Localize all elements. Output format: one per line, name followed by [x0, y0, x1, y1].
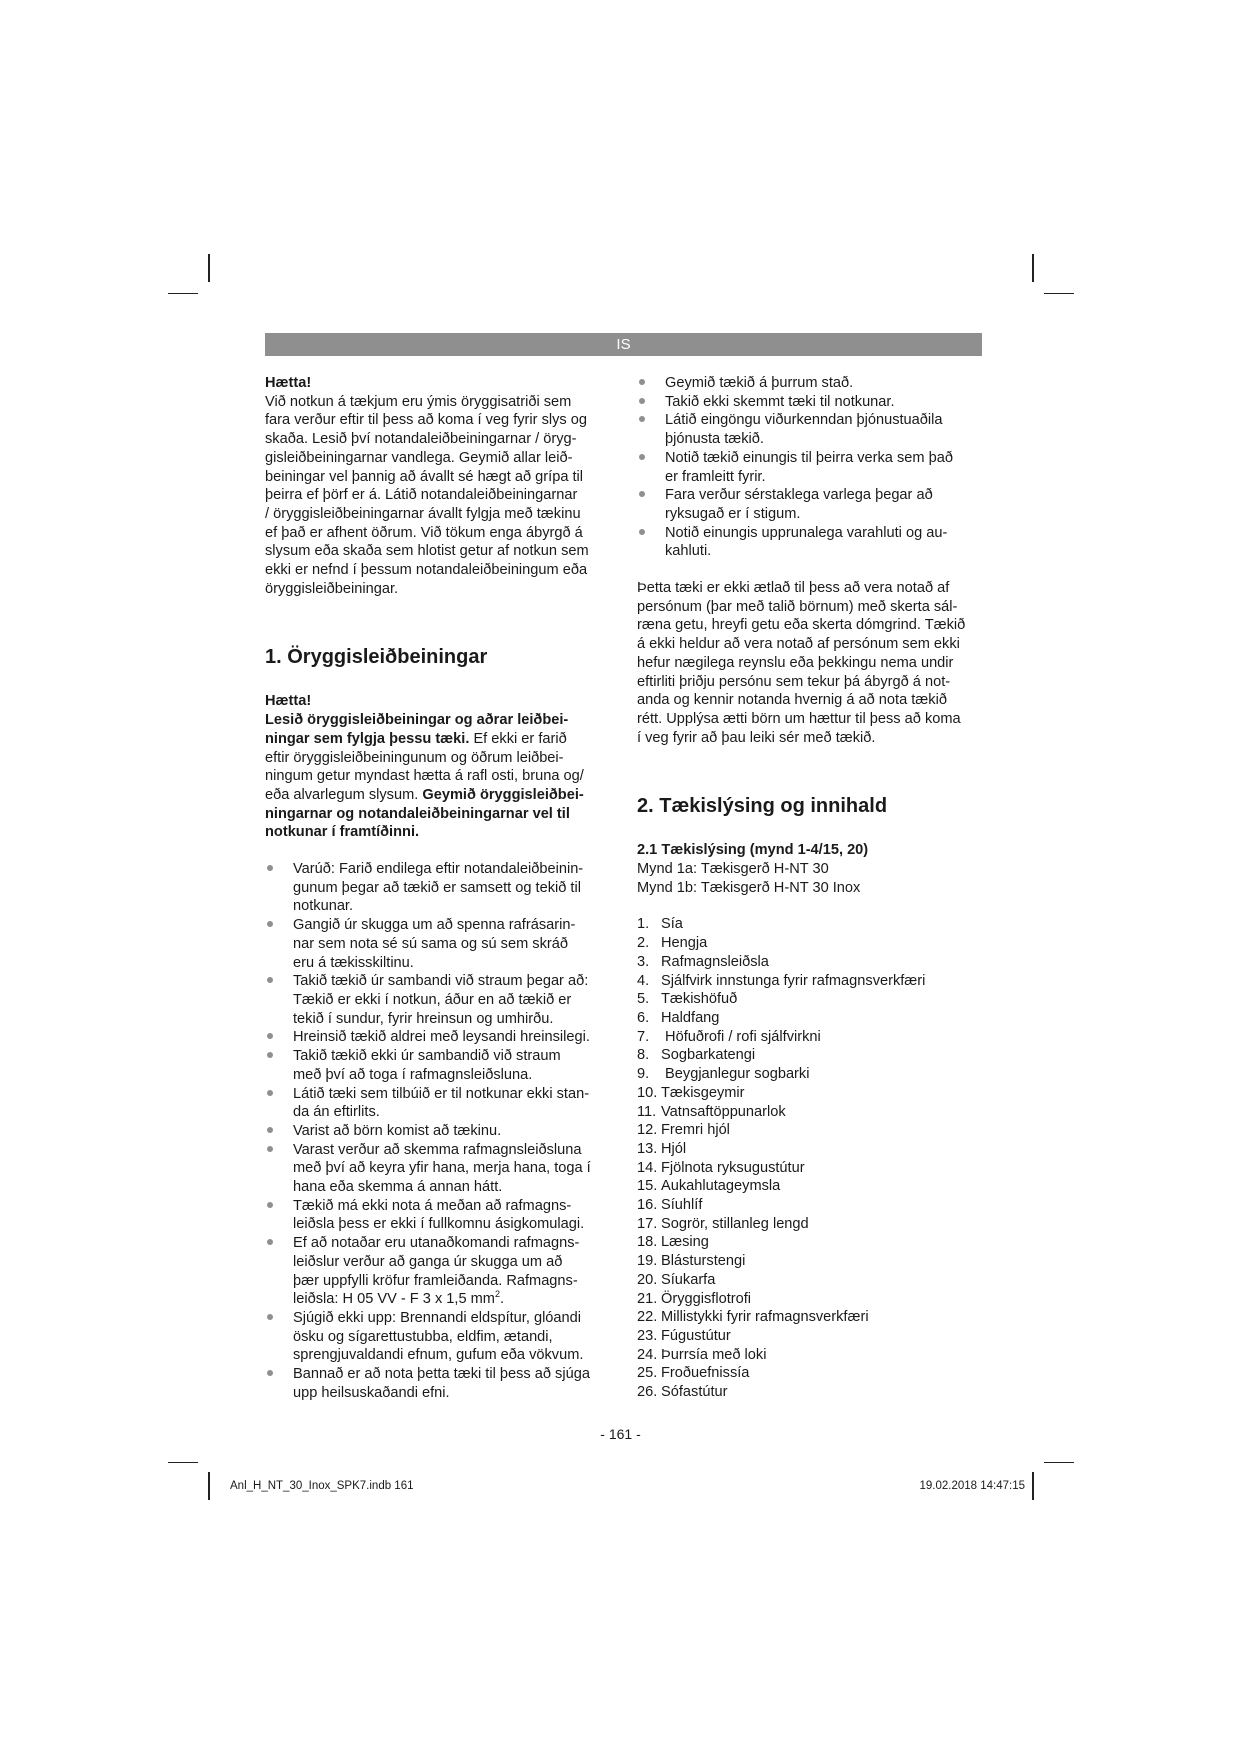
intro-line: öryggisleiðbeiningar.: [265, 580, 399, 597]
bullet-line: Fara verður sérstaklega varlega þegar að: [665, 487, 933, 504]
safety-bullet-list-continued: [637, 374, 987, 561]
part-number: 1.: [637, 916, 650, 933]
bullet-line: Varast verður að skemma rafmagnsleiðsluna: [293, 1141, 582, 1158]
crop-mark: [1032, 254, 1034, 282]
part-item: [637, 1121, 987, 1140]
part-number: 9.: [637, 1066, 650, 1083]
intro-line: þeirra ef þörf er á. Látið notandaleiðbeiningarnar: [265, 487, 578, 504]
part-label: Þurrsía með loki: [661, 1346, 767, 1363]
part-label: Blásturstengi: [661, 1253, 746, 1270]
part-label: Aukahlutageymsla: [661, 1178, 781, 1195]
part-number: 19.: [637, 1253, 658, 1270]
warning-line: [265, 805, 615, 824]
bullet-line: Ef að notaðar eru utanaðkomandi rafmagns-: [293, 1235, 580, 1252]
bullet-item: [265, 1028, 615, 1047]
bullet-item: [637, 374, 987, 393]
part-item: [637, 1140, 987, 1159]
part-number: 5.: [637, 991, 650, 1008]
part-number: 21.: [637, 1290, 658, 1307]
part-item: [637, 915, 987, 934]
bullet-line: Látið tæki sem tilbúið er til notkunar ekki stan-: [293, 1085, 590, 1102]
paragraph-line: anda og kennir notanda hvernig á að nota tækið: [637, 692, 947, 709]
bullet-line: eru á tækisskiltinu.: [293, 954, 414, 971]
intro-heading: Hætta!: [265, 375, 312, 391]
bullet-line: Gangið úr skugga um að spenna rafrásarin-: [293, 917, 576, 934]
right-column: [637, 374, 987, 1402]
part-label: Haldfang: [661, 1009, 720, 1026]
part-number: 23.: [637, 1327, 658, 1344]
bullet-line: Varist að börn komist að tækinu.: [293, 1122, 502, 1139]
part-label: Sía: [661, 916, 683, 933]
part-label: Sogrör, stillanleg lengd: [661, 1215, 809, 1232]
part-label: Læsing: [661, 1234, 709, 1251]
intro-line: / öryggisleiðbeiningarnar ávallt fylgja með tækinu: [265, 505, 581, 522]
cable-spec-line: [293, 1290, 615, 1309]
part-label: Sogbarkatengi: [661, 1047, 756, 1064]
bullet-line: Hreinsið tækið aldrei með leysandi hreinsilegi.: [293, 1029, 590, 1046]
bullet-line: hana eða skemma á annan hátt.: [293, 1179, 503, 1196]
part-number: 7.: [637, 1028, 650, 1045]
paragraph-line: eftirliti þriðju persónu sem tekur þá ábyrgð á not-: [637, 673, 951, 690]
warning-text: Geymið öryggisleiðbei-: [422, 786, 584, 803]
parts-list: [637, 915, 987, 1401]
crop-mark: [1032, 1472, 1034, 1500]
part-number: 20.: [637, 1271, 658, 1288]
paragraph-line: á ekki heldur að vera notað af persónum sem ekki: [637, 636, 960, 653]
safety-bullet-list: [265, 860, 615, 1402]
warning-text: eða alvarlegum slysum.: [265, 786, 423, 803]
bullet-line: notkunar.: [293, 898, 354, 915]
crop-mark: [1044, 1462, 1074, 1463]
part-item: [637, 1103, 987, 1122]
part-item: [637, 934, 987, 953]
part-item: [637, 1327, 987, 1346]
part-number: 11.: [637, 1103, 657, 1120]
intro-line: fara verður eftir til þess að koma í veg fyrir slys og: [265, 412, 587, 429]
part-item: [637, 1065, 987, 1084]
bullet-item: [265, 972, 615, 1028]
bullet-line: upp heilsuskaðandi efni.: [293, 1384, 450, 1401]
part-item: [637, 990, 987, 1009]
part-number: 8.: [637, 1047, 650, 1064]
part-label: Millistykki fyrir rafmagnsverkfæri: [661, 1309, 869, 1326]
part-item: [637, 1215, 987, 1234]
intro-line: Við notkun á tækjum eru ýmis öryggisatriði sem: [265, 393, 572, 410]
bullet-line: da án eftirlits.: [293, 1104, 380, 1121]
crop-mark: [168, 1462, 198, 1463]
bullet-line: Sjúgið ekki upp: Brennandi eldspítur, glóandi: [293, 1309, 582, 1326]
part-label: Tækisgeymir: [661, 1084, 745, 1101]
bullet-line: með því að keyra yfir hana, merja hana, toga í: [293, 1160, 591, 1177]
bullet-item: [265, 1365, 615, 1402]
bullet-item: [265, 1309, 615, 1365]
footer-datetime: 19.02.2018 14:47:15: [919, 1480, 1025, 1492]
section-2-title: 2. Tækislýsing og innihald: [637, 795, 888, 818]
part-number: 2.: [637, 935, 650, 952]
part-label: Öryggisflotrofi: [661, 1290, 752, 1307]
part-label: Fremri hjól: [661, 1122, 730, 1139]
part-number: 12.: [637, 1122, 658, 1139]
part-number: 10.: [637, 1084, 658, 1101]
part-item: [637, 1308, 987, 1327]
bullet-line: Tækið má ekki nota á meðan að rafmagns-: [293, 1197, 572, 1214]
paragraph-line: hefur nægilega reynslu eða þekkingu nema undir: [637, 654, 954, 671]
part-number: 18.: [637, 1234, 658, 1251]
bullet-item: [637, 411, 987, 448]
part-number: 24.: [637, 1346, 658, 1363]
bullet-line: Geymið tækið á þurrum stað.: [665, 375, 854, 391]
part-label: Beygjanlegur sogbarki: [661, 1066, 810, 1083]
warning-text: ningarnar og notandaleiðbeiningarnar vel til: [265, 805, 570, 822]
warning-line: [265, 711, 615, 730]
paragraph-line: ræna getu, hreyfi getu eða skerta dómgrind. Tækið: [637, 617, 966, 634]
bullet-item: [265, 916, 615, 972]
part-item: [637, 953, 987, 972]
part-label: Tækishöfuð: [661, 991, 738, 1008]
part-item: [637, 1252, 987, 1271]
bullet-line: Varúð: Farið endilega eftir notandaleiðbeinin-: [293, 861, 584, 878]
bullet-item: [637, 449, 987, 486]
paragraph-line: Þetta tæki er ekki ætlað til þess að vera notað af: [637, 580, 950, 597]
left-column: [265, 374, 615, 1402]
warning-line: [265, 749, 615, 768]
crop-mark: [208, 1472, 210, 1500]
warning-line: [265, 786, 615, 805]
bullet-line: Takið tækið ekki úr sambandið við straum: [293, 1048, 561, 1065]
warning-text: ningum getur myndast hætta á rafl osti, bruna og/: [265, 768, 584, 785]
bullet-line: ösku og sígarettustubba, eldfim, ætandi,: [293, 1328, 553, 1345]
part-number: 26.: [637, 1384, 658, 1401]
figure-line: Mynd 1a: Tækisgerð H-NT 30: [637, 861, 829, 878]
children-notice-paragraph: [637, 579, 987, 747]
bullet-item: [265, 1141, 615, 1197]
intro-line: ef það er afhent öðrum. Við tökum enga ábyrgð á: [265, 524, 583, 541]
part-number: 13.: [637, 1140, 658, 1157]
part-item: [637, 1009, 987, 1028]
paragraph-line: persónum (þar með talið börnum) með skerta sál-: [637, 598, 958, 615]
bullet-item: [265, 1234, 615, 1309]
paragraph-line: rétt. Upplýsa ætti börn um hættur til þess að koma: [637, 710, 961, 727]
bullet-line: leiðsla þess er ekki í fullkomnu ásigkomulagi.: [293, 1216, 585, 1233]
part-label: Fjölnota ryksugustútur: [661, 1159, 805, 1176]
warning-line: [265, 730, 615, 749]
bullet-line: Notið einungis upprunalega varahluti og au-: [665, 524, 948, 541]
bullet-item: [265, 860, 615, 916]
intro-line: ekki er nefnd í þessum notandaleiðbeiningum eða: [265, 562, 588, 579]
warning-text: eftir öryggisleiðbeiningunum og öðrum leiðbei-: [265, 749, 564, 766]
page-number: - 161 -: [600, 1426, 641, 1442]
part-item: [637, 972, 987, 991]
part-number: 22.: [637, 1309, 658, 1326]
warning-text: Lesið öryggisleiðbeiningar og aðrar leiðbei-: [265, 712, 569, 729]
bullet-line: sprengjuvaldandi efnum, gufum eða vökvum.: [293, 1347, 584, 1364]
crop-mark: [208, 254, 210, 282]
crop-mark: [1044, 293, 1074, 294]
part-item: [637, 1196, 987, 1215]
bullet-item: [637, 393, 987, 412]
part-label: Síukarfa: [661, 1271, 716, 1288]
part-item: [637, 1046, 987, 1065]
part-number: 15.: [637, 1178, 658, 1195]
part-number: 17.: [637, 1215, 658, 1232]
warning-line: [265, 767, 615, 786]
bullet-line: Notið tækið einungis til þeirra verka sem það: [665, 449, 953, 466]
part-label: Sjálfvirk innstunga fyrir rafmagnsverkfæri: [661, 972, 926, 989]
bullet-item: [265, 1197, 615, 1234]
part-label: Froðuefnissía: [661, 1365, 750, 1382]
bullet-line: er framleitt fyrir.: [665, 468, 766, 485]
warning-text: ningar sem fylgja þessu tæki.: [265, 730, 470, 747]
warning-paragraph: [265, 711, 615, 842]
part-item: [637, 1028, 987, 1047]
figure-references: [637, 860, 987, 897]
part-item: [637, 1364, 987, 1383]
warning-heading: Hætta!: [265, 693, 312, 710]
bullet-line: Tækið er ekki í notkun, áður en að tækið er: [293, 991, 572, 1008]
paragraph-line: í veg fyrir að þau leiki sér með tækið.: [637, 729, 876, 746]
bullet-line: gunum þegar að tækið er samsett og tekið til: [293, 879, 581, 896]
part-label: Síuhlíf: [661, 1197, 703, 1214]
cable-spec: leiðsla: H 05 VV - F 3 x 1,5 mm: [293, 1291, 495, 1308]
part-label: Hjól: [661, 1140, 687, 1157]
bullet-line: leiðslur verður að ganga úr skugga um að: [293, 1253, 563, 1270]
crop-mark: [168, 293, 198, 294]
part-label: Fúgustútur: [661, 1327, 731, 1344]
bullet-item: [637, 486, 987, 523]
part-item: [637, 1383, 987, 1402]
bullet-line: með því að toga í rafmagnsleiðsluna.: [293, 1066, 533, 1083]
intro-line: skaða. Lesið því notandaleiðbeiningarnar / öryg-: [265, 431, 577, 448]
part-label: Sófastútur: [661, 1384, 728, 1401]
part-item: [637, 1177, 987, 1196]
figure-line: Mynd 1b: Tækisgerð H-NT 30 Inox: [637, 879, 861, 896]
bullet-line: Látið eingöngu viðurkenndan þjónustuaðila: [665, 412, 943, 429]
bullet-item: [265, 1085, 615, 1122]
part-number: 3.: [637, 953, 650, 970]
part-label: Vatnsaftöppunarlok: [661, 1103, 786, 1120]
bullet-line: tekið í sundur, fyrir hreinsun og umhirðu.: [293, 1010, 554, 1027]
part-item: [637, 1346, 987, 1365]
part-label: Hengja: [661, 935, 708, 952]
bullet-item: [265, 1122, 615, 1141]
bullet-line: kahluti.: [665, 543, 712, 560]
warning-text: Ef ekki er farið: [469, 730, 567, 747]
intro-line: slysum eða skaða sem hlotist getur af notkun sem: [265, 543, 589, 560]
section-1-title: 1. Öryggisleiðbeiningar: [265, 646, 488, 669]
part-number: 4.: [637, 972, 650, 989]
intro-line: gisleiðbeiningarnar vandlega. Geymið allar leið-: [265, 449, 573, 466]
bullet-item: [637, 524, 987, 561]
warning-text: notkunar í framtíðinni.: [265, 824, 420, 841]
bullet-item: [265, 1047, 615, 1084]
part-number: 6.: [637, 1009, 650, 1026]
bullet-line: þjónusta tækið.: [665, 431, 764, 448]
footer-file: Anl_H_NT_30_Inox_SPK7.indb 161: [230, 1480, 414, 1492]
intro-line: beiningar vel þannig að ávallt sé hægt að grípa til: [265, 468, 584, 485]
part-number: 14.: [637, 1159, 658, 1176]
warning-line: [265, 823, 615, 842]
part-item: [637, 1159, 987, 1178]
part-number: 25.: [637, 1365, 658, 1382]
cable-spec-superscript: 2: [494, 1289, 500, 1300]
bullet-line: Takið tækið úr sambandi við straum þegar að:: [293, 973, 589, 990]
bullet-line: þær uppfylli kröfur framleiðanda. Rafmagns-: [293, 1272, 578, 1289]
language-bar: IS: [265, 333, 982, 356]
part-item: [637, 1271, 987, 1290]
bullet-line: Bannað er að nota þetta tæki til þess að sjúga: [293, 1366, 590, 1383]
bullet-line: nar sem nota sé sú sama og sú sem skráð: [293, 935, 568, 952]
bullet-line: Takið ekki skemmt tæki til notkunar.: [665, 393, 895, 410]
part-item: [637, 1290, 987, 1309]
bullet-line: ryksugað er í stigum.: [665, 505, 801, 522]
part-item: [637, 1233, 987, 1252]
part-number: 16.: [637, 1197, 658, 1214]
cable-spec-end: .: [499, 1291, 505, 1308]
part-label: Rafmagnsleiðsla: [661, 953, 769, 970]
subsection-title: 2.1 Tækislýsing (mynd 1-4/15, 20): [637, 842, 869, 859]
part-label: Höfuðrofi / rofi sjálfvirkni: [661, 1028, 821, 1045]
part-item: [637, 1084, 987, 1103]
intro-paragraph: [265, 393, 615, 599]
